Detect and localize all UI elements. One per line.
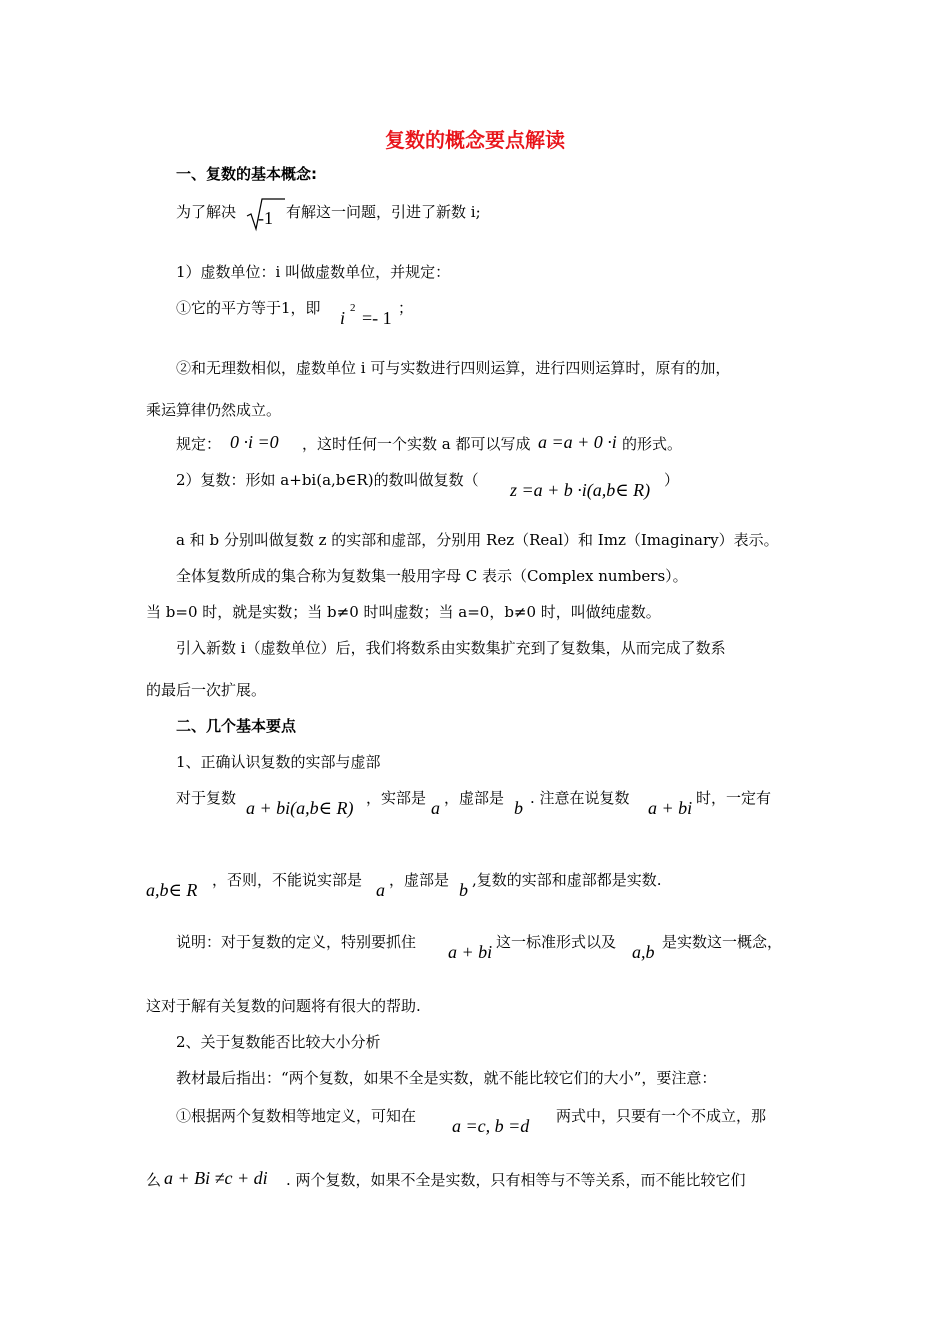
math-complex-form: z =a + b ·i(a,b∈ R) bbox=[510, 480, 651, 500]
paragraph-parts-b: ，实部是 bbox=[366, 789, 427, 807]
page-title: 复数的概念要点解读 bbox=[385, 128, 565, 152]
paragraph-complex-a: 2）复数：形如 a+bi(a,b∈R)的数叫做复数（ bbox=[176, 471, 479, 489]
math-a-comma-b: a,b bbox=[632, 942, 655, 962]
paragraph-extension-b: 的最后一次扩展。 bbox=[146, 681, 267, 699]
paragraph-square-b: ； bbox=[398, 299, 414, 317]
paragraph-parts-g: ，虚部是 bbox=[389, 871, 450, 889]
math-i-exponent: 2 bbox=[350, 302, 356, 314]
section-heading-1: 一、复数的基本概念: bbox=[176, 165, 317, 183]
math-b: b bbox=[514, 798, 523, 818]
paragraph-note-d: 这对于解有关复数的问题将有很大的帮助. bbox=[146, 997, 421, 1015]
math-a-plus-bi: a + bi bbox=[648, 798, 693, 818]
subheading-2: 2、关于复数能否比较大小分析 bbox=[176, 1033, 381, 1051]
paragraph-real-imag-parts: a 和 b 分别叫做复数 z 的实部和虚部，分别用 Rez（Real）和 Imz（Imaginary）表示。 bbox=[176, 531, 779, 549]
math-a-equals-c-b-equals-d: a =c, b =d bbox=[452, 1116, 530, 1136]
paragraph-extension-a: 引入新数 i（虚数单位）后，我们将数系由实数集扩充到了复数集，从而完成了数系 bbox=[176, 639, 726, 657]
paragraph-compare-d: 么 bbox=[146, 1171, 162, 1189]
sqrt-expression: -1 bbox=[258, 208, 273, 228]
math-a-2: a bbox=[376, 880, 385, 900]
intro-text-b: 有解这一问题，引进了新数 i; bbox=[286, 203, 481, 221]
math-equals-minus-one: =- 1 bbox=[362, 308, 392, 328]
paragraph-compare-b: ①根据两个复数相等地定义，可知在 bbox=[176, 1107, 417, 1125]
math-zero-times-i: 0 ·i =0 bbox=[230, 432, 279, 452]
math-a: a bbox=[431, 798, 440, 818]
math-a-plus-bi-r: a + bi(a,b∈ R) bbox=[246, 798, 354, 818]
paragraph-parts-f: ，否则，不能说实部是 bbox=[212, 871, 363, 889]
paragraph-parts-e: 时，一定有 bbox=[696, 789, 772, 807]
paragraph-imaginary-unit: 1）虚数单位：i 叫做虚数单位，并规定： bbox=[176, 263, 451, 281]
paragraph-complex-set: 全体复数所成的集合称为复数集一般用字母 C 表示（Complex numbers）。 bbox=[176, 567, 688, 585]
paragraph-complex-b: ） bbox=[664, 471, 680, 489]
paragraph-note-c: 是实数这一概念， bbox=[662, 933, 783, 951]
paragraph-arithmetic-a: ②和无理数相似，虚数单位 i 可与实数进行四则运算，进行四则运算时，原有的加， bbox=[176, 359, 731, 377]
paragraph-note-a: 说明：对于复数的定义，特别要抓住 bbox=[176, 933, 417, 951]
math-a-plus-bi-2: a + bi bbox=[448, 942, 493, 962]
paragraph-rule-c: 的形式。 bbox=[622, 435, 683, 453]
math-ab-in-r: a,b∈ R bbox=[146, 880, 198, 900]
math-i-base: i bbox=[340, 308, 346, 328]
paragraph-rule-a: 规定： bbox=[176, 435, 222, 453]
paragraph-classification: 当 b=0 时，就是实数；当 b≠0 时叫虚数；当 a=0，b≠0 时，叫做纯虚数。 bbox=[146, 603, 661, 621]
paragraph-compare-c: 两式中，只要有一个不成立，那 bbox=[556, 1107, 767, 1125]
paragraph-note-b: 这一标准形式以及 bbox=[496, 933, 617, 951]
paragraph-square-a: ①它的平方等于1，即 bbox=[176, 299, 321, 317]
paragraph-compare-e: . 两个复数，如果不全是实数，只有相等与不等关系，而不能比较它们 bbox=[286, 1171, 746, 1189]
paragraph-parts-h: ,复数的实部和虚部都是实数. bbox=[472, 871, 662, 889]
paragraph-parts-a: 对于复数 bbox=[176, 789, 237, 807]
subheading-1: 1、正确认识复数的实部与虚部 bbox=[176, 753, 381, 771]
math-a-equals: a =a + 0 ·i bbox=[538, 432, 617, 452]
section-heading-2: 二、几个基本要点 bbox=[176, 717, 297, 735]
math-b-2: b bbox=[459, 880, 468, 900]
paragraph-arithmetic-b: 乘运算律仍然成立。 bbox=[146, 401, 282, 419]
paragraph-parts-d: . 注意在说复数 bbox=[530, 789, 630, 807]
paragraph-parts-c: ，虚部是 bbox=[444, 789, 505, 807]
intro-text-a: 为了解决 bbox=[176, 203, 237, 221]
math-not-equal: a + Bi ≠c + di bbox=[164, 1168, 268, 1188]
paragraph-compare-a: 教材最后指出：“两个复数，如果不全是实数，就不能比较它们的大小”，要注意： bbox=[176, 1069, 717, 1087]
paragraph-rule-b: ，这时任何一个实数 a 都可以写成 bbox=[302, 435, 531, 453]
